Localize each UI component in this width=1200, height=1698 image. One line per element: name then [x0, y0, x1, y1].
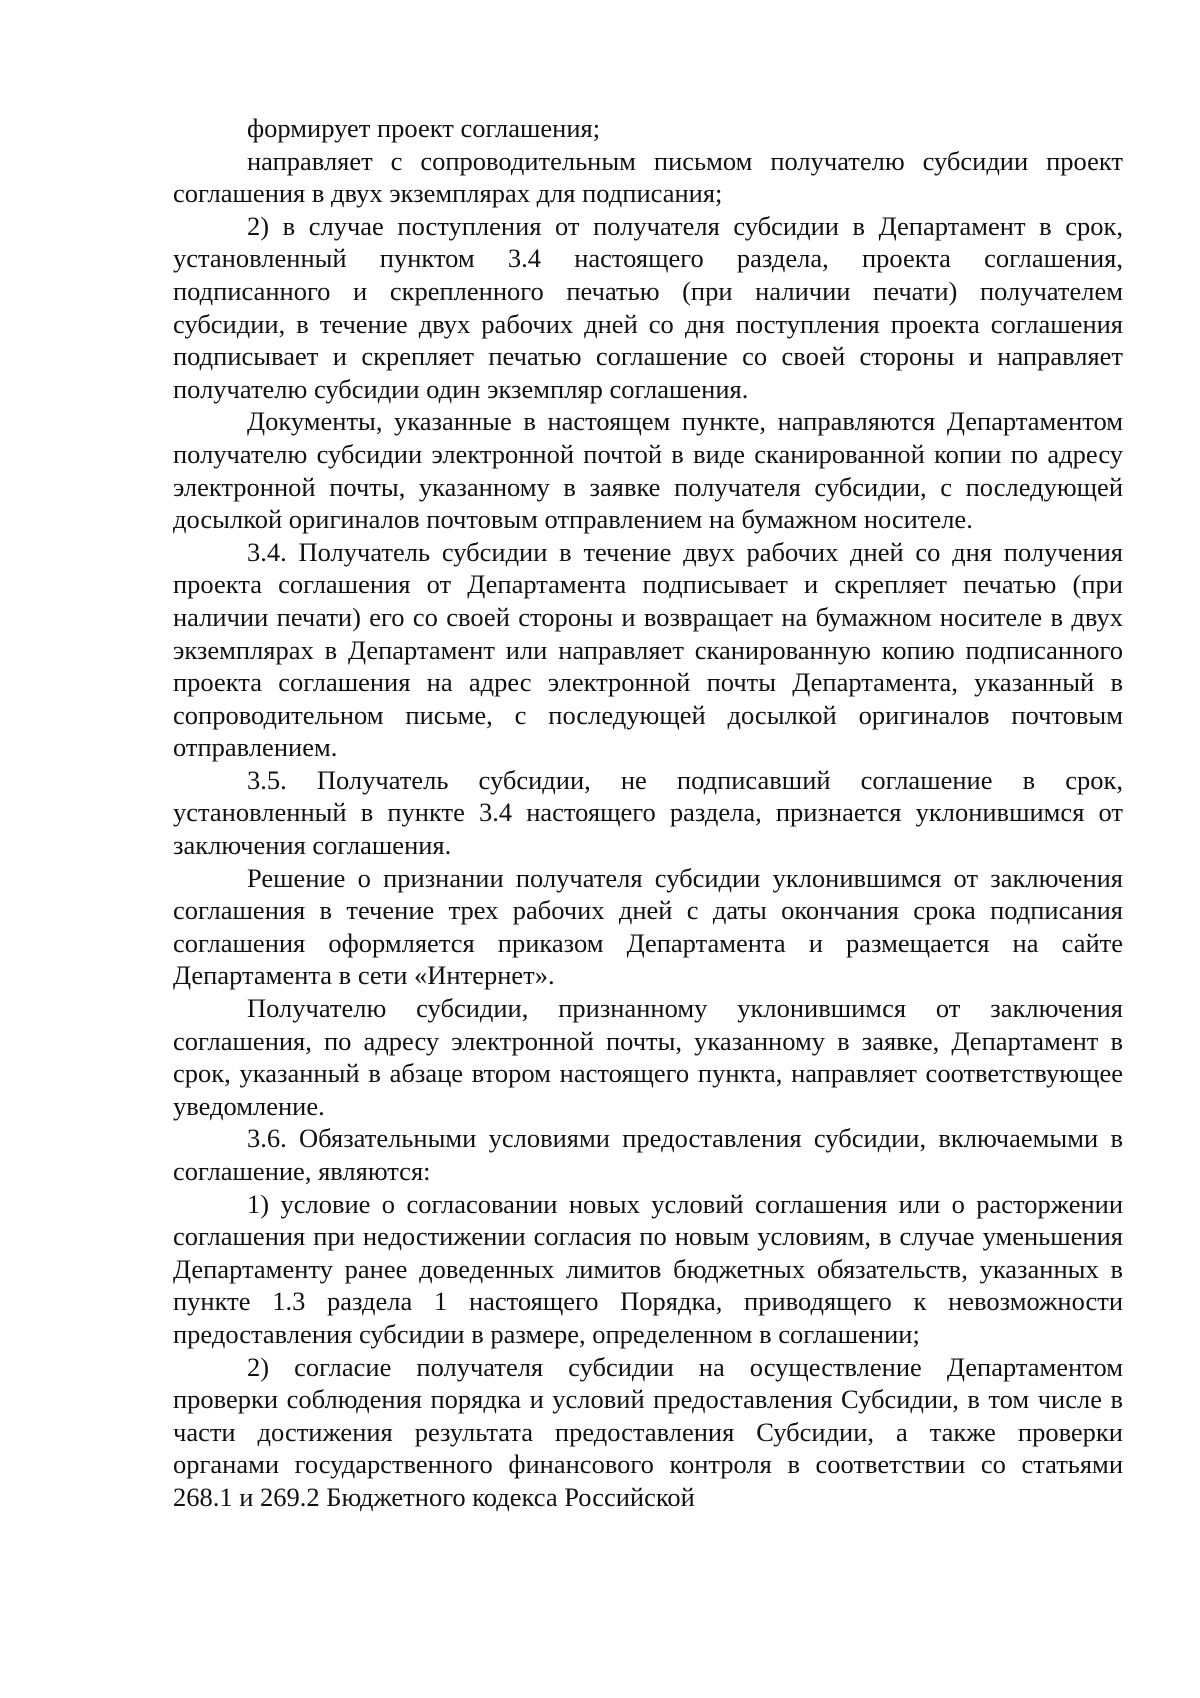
- paragraph-8: Получателю субсидии, признанному уклонившимся от заключения соглашения, по адресу электронной почты, указанному в заявке, Департамент в срок, указанный в абзаце втором настоящего пункта, направляет соответствующее уведомление.: [173, 993, 1123, 1121]
- paragraph-10: 1) условие о согласовании новых условий соглашения или о расторжении соглашения при недостижении согласия по новым условиям, в случае уменьшения Департаменту ранее доведенных лимитов бюджетных обязательств, указанных в пункте 1.3 раздела 1 настоящего Порядка, приводящего к невозможности предоставления субсидии в размере, определенном в соглашении;: [173, 1188, 1123, 1349]
- paragraph-11: 2) согласие получателя субсидии на осуществление Департаментом проверки соблюдения порядка и условий предоставления Субсидии, в том числе в части достижения результата предоставления Субсидии, а также проверки органами государственного финансового контроля в соответствии со статьями 268.1 и 269.2 Бюджетного кодекса Российской: [173, 1351, 1123, 1512]
- paragraph-5: 3.4. Получатель субсидии в течение двух рабочих дней со дня получения проекта соглашения от Департамента подписывает и скрепляет печатью (при наличии печати) его со своей стороны и возвращает на бумажном носителе в двух экземплярах в Департамент или направляет сканированную копию подписанного проекта соглашения на адрес электронной почты Департамента, указанный в сопроводительном письме, с последующей досылкой оригиналов почтовым отправлением.: [173, 536, 1123, 763]
- paragraph-3: 2) в случае поступления от получателя субсидии в Департамент в срок, установленный пунктом 3.4 настоящего раздела, проекта соглашения, подписанного и скрепленного печатью (при наличии печати) получателем субсидии, в течение двух рабочих дней со дня поступления проекта соглашения подписывает и скрепляет печатью соглашение со своей стороны и направляет получателю субсидии один экземпляр соглашения.: [173, 210, 1123, 404]
- paragraph-4: Документы, указанные в настоящем пункте, направляются Департаментом получателю субсидии электронной почтой в виде сканированной копии по адресу электронной почты, указанному в заявке получателя субсидии, с последующей досылкой оригиналов почтовым отправлением на бумажном носителе.: [173, 406, 1123, 535]
- paragraph-1: формирует проект соглашения;: [247, 113, 601, 143]
- document-page: [173, 112, 1123, 1514]
- paragraph-2: направляет с сопроводительным письмом получателю субсидии проект соглашения в двух экземплярах для подписания;: [173, 145, 1123, 209]
- paragraph-6: 3.5. Получатель субсидии, не подписавший соглашение в срок, установленный в пункте 3.4 настоящего раздела, признается уклонившимся от заключения соглашения.: [173, 764, 1123, 861]
- paragraph-7: Решение о признании получателя субсидии уклонившимся от заключения соглашения в течение трех рабочих дней с даты окончания срока подписания соглашения оформляется приказом Департамента и размещается на сайте Департамента в сети «Интернет».: [173, 862, 1123, 991]
- paragraph-9: 3.6. Обязательными условиями предоставления субсидии, включаемыми в соглашение, являются:: [173, 1123, 1123, 1186]
